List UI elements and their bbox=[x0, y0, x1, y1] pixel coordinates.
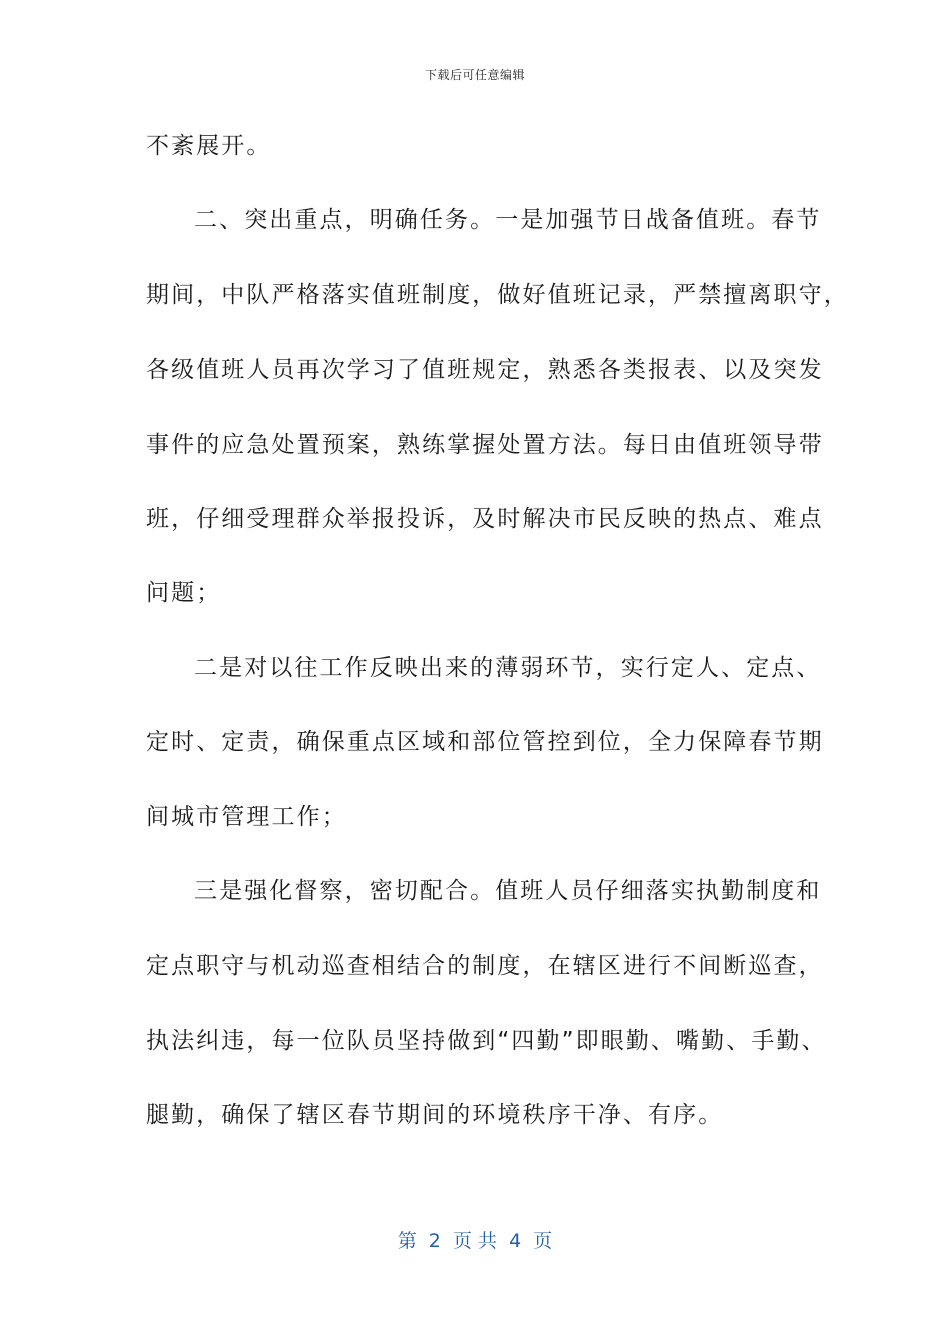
text-line: 执法纠违，每一位队员坚持做到“四勤”即眼勤、嘴勤、手勤、 bbox=[146, 1028, 827, 1054]
text-line: 定时、定责，确保重点区域和部位管控到位，全力保障春节期 bbox=[146, 729, 824, 755]
text-line: 不紊展开。 bbox=[146, 133, 272, 159]
text-line: 班，仔细受理群众举报投诉，及时解决市民反映的热点、难点 bbox=[146, 506, 824, 532]
paragraph-line: 三是强化督察，密切配合。值班人员仔细落实执勤制度和 bbox=[194, 878, 822, 904]
text-line: 各级值班人员再次学习了值班规定，熟悉各类报表、以及突发 bbox=[146, 357, 824, 383]
text-line: 事件的应急处置预案，熟练掌握处置方法。每日由值班领导带 bbox=[146, 432, 824, 458]
text-line: 定点职守与机动巡查相结合的制度，在辖区进行不间断巡查， bbox=[146, 953, 824, 979]
text-line: 腿勤，确保了辖区春节期间的环境秩序干净、有序。 bbox=[146, 1102, 724, 1128]
text-line: 期间，中队严格落实值班制度，做好值班记录，严禁擅离职守， bbox=[146, 282, 849, 308]
page-header: 下载后可任意编辑 bbox=[424, 68, 525, 82]
page-number: 第 2 页 共 4 页 bbox=[397, 1230, 553, 1252]
paragraph-line: 二是对以往工作反映出来的薄弱环节，实行定人、定点、 bbox=[194, 655, 822, 681]
text-line: 间城市管理工作； bbox=[146, 804, 347, 830]
paragraph-line: 二、突出重点，明确任务。一是加强节日战备值班。春节 bbox=[194, 207, 822, 233]
text-line: 问题； bbox=[146, 580, 222, 606]
